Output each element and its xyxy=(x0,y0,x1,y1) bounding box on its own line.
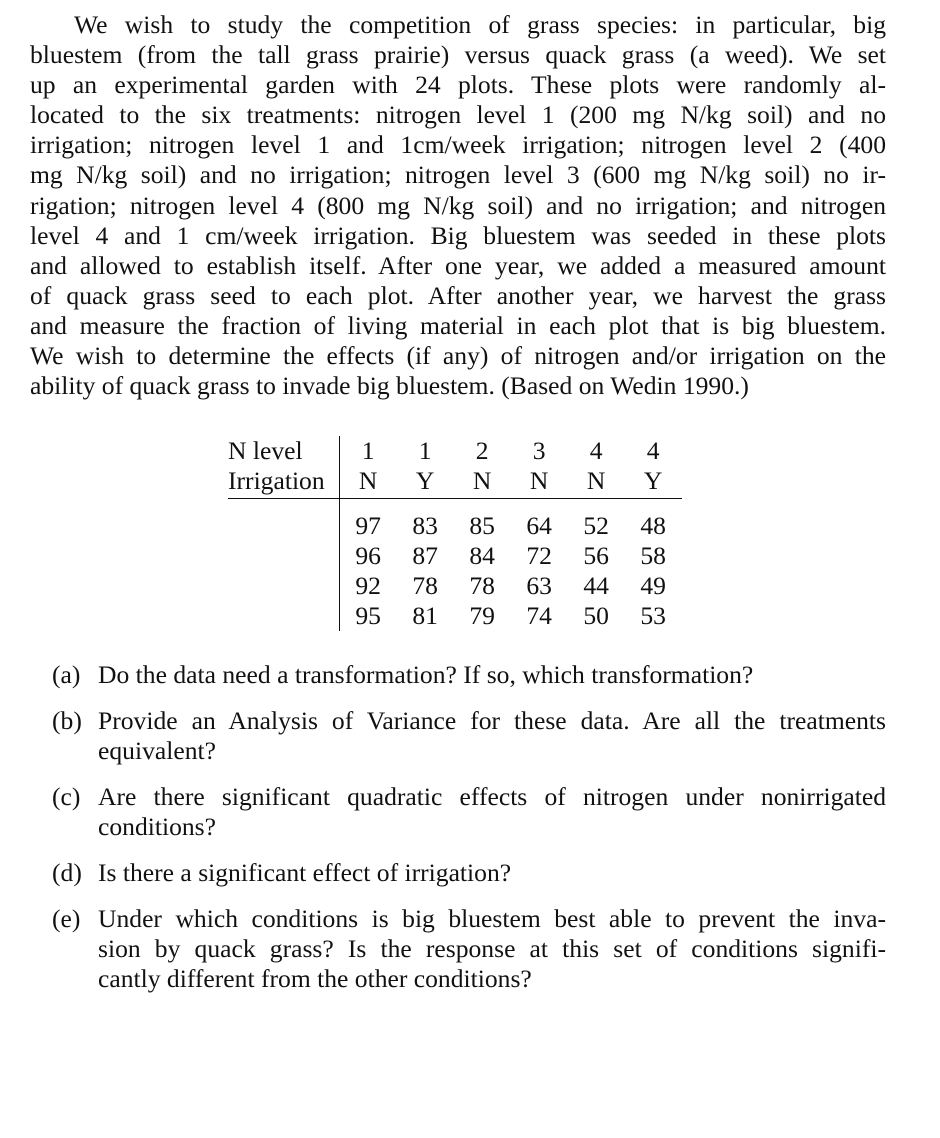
question-d xyxy=(52,858,886,888)
irrigation-cell: N xyxy=(568,466,625,499)
n-level-cell: 2 xyxy=(475,436,489,465)
question-label: (b) xyxy=(52,706,82,735)
row-label-empty xyxy=(228,571,339,601)
irrigation-cell: Y xyxy=(397,466,454,499)
n-level-cell: 3 xyxy=(532,436,546,465)
question-c xyxy=(52,782,886,842)
table-cell: 81 xyxy=(412,601,438,630)
table-cell: 52 xyxy=(583,511,609,540)
table-row xyxy=(228,601,682,631)
question-text xyxy=(98,858,886,888)
question-label: (c) xyxy=(52,782,81,811)
table-cell: 63 xyxy=(526,571,552,600)
table-cell: 95 xyxy=(355,601,381,630)
table-row xyxy=(228,541,682,571)
question-line: cantly different from the other conditions? xyxy=(98,964,532,993)
table-cell: 64 xyxy=(526,511,552,540)
irrigation-label: Irrigation xyxy=(228,466,339,499)
n-level-cell: 1 xyxy=(361,436,375,465)
statement-line: located to the six treatments: nitrogen level 1 (200 mg N/kg soil) and no xyxy=(30,100,886,130)
row-label-empty xyxy=(228,541,339,571)
irrigation-cell: N xyxy=(339,466,397,499)
statement-line: level 4 and 1 cm/week irrigation. Big bluestem was seeded in these plots xyxy=(30,220,886,250)
statement-line: bluestem (from the tall grass prairie) versus quack grass (a weed). We set xyxy=(30,40,886,70)
table-row xyxy=(228,499,682,542)
question-text xyxy=(98,706,886,766)
question-line: Do the data need a transformation? If so, which transformation? xyxy=(98,660,754,689)
question-line: conditions? xyxy=(98,812,216,841)
table-cell: 83 xyxy=(412,511,438,540)
question-e xyxy=(52,904,886,994)
table-cell: 79 xyxy=(469,601,495,630)
table-cell: 58 xyxy=(640,541,666,570)
problem-statement xyxy=(30,10,886,401)
treatment-data-table xyxy=(228,436,682,631)
table-cell: 84 xyxy=(469,541,495,570)
question-b xyxy=(52,706,886,766)
question-line: Under which conditions is big bluestem best able to prevent the inva- xyxy=(98,904,886,933)
statement-line: irrigation; nitrogen level 1 and 1cm/week irrigation; nitrogen level 2 (400 xyxy=(30,130,886,160)
n-level-header-row xyxy=(228,436,682,466)
statement-line: of quack grass seed to each plot. After another year, we harvest the grass xyxy=(30,280,886,310)
question-line: Provide an Analysis of Variance for these data. Are all the treatments xyxy=(98,706,886,735)
irrigation-header-row xyxy=(228,466,682,499)
question-a xyxy=(52,660,886,690)
row-label-empty xyxy=(228,499,339,542)
question-label: (e) xyxy=(52,904,81,933)
question-line: equivalent? xyxy=(98,736,216,765)
table-cell: 78 xyxy=(412,571,438,600)
statement-line: mg N/kg soil) and no irrigation; nitrogen level 3 (600 mg N/kg soil) no ir- xyxy=(30,160,886,190)
question-line: Are there significant quadratic effects of nitrogen under nonirrigated xyxy=(98,782,886,811)
question-line: Is there a significant effect of irrigation? xyxy=(98,858,512,887)
table-cell: 87 xyxy=(412,541,438,570)
table-cell: 78 xyxy=(469,571,495,600)
irrigation-cell: Y xyxy=(625,466,682,499)
statement-line: We wish to study the competition of grass species: in particular, big xyxy=(74,10,886,39)
table-cell: 74 xyxy=(526,601,552,630)
n-level-label: N level xyxy=(228,436,339,466)
question-label: (a) xyxy=(52,660,81,689)
problem-document xyxy=(30,10,886,401)
table-cell: 53 xyxy=(640,601,666,630)
table-cell: 48 xyxy=(640,511,666,540)
table-cell: 96 xyxy=(355,541,381,570)
table-cell: 92 xyxy=(355,571,381,600)
n-level-cell: 4 xyxy=(589,436,603,465)
question-text xyxy=(98,904,886,994)
n-level-cell: 1 xyxy=(418,436,432,465)
statement-line: up an experimental garden with 24 plots. These plots were randomly al- xyxy=(30,70,886,100)
table-row xyxy=(228,571,682,601)
statement-line: and measure the fraction of living material in each plot that is big bluestem. xyxy=(30,310,886,340)
question-list xyxy=(52,660,886,1010)
table-cell: 56 xyxy=(583,541,609,570)
n-level-cell: 4 xyxy=(646,436,660,465)
irrigation-cell: N xyxy=(454,466,511,499)
table-cell: 72 xyxy=(526,541,552,570)
table-cell: 44 xyxy=(583,571,609,600)
statement-line: We wish to determine the effects (if any) of nitrogen and/or irrigation on the xyxy=(30,341,886,371)
question-text xyxy=(98,660,886,690)
statement-line: rigation; nitrogen level 4 (800 mg N/kg soil) and no irrigation; and nitrogen xyxy=(30,190,886,220)
table-cell: 50 xyxy=(583,601,609,630)
statement-line: ability of quack grass to invade big bluestem. (Based on Wedin 1990.) xyxy=(30,371,749,401)
table-cell: 49 xyxy=(640,571,666,600)
table-cell: 97 xyxy=(355,511,381,540)
statement-line: and allowed to establish itself. After one year, we added a measured amount xyxy=(30,250,886,280)
irrigation-cell: N xyxy=(511,466,568,499)
table-cell: 85 xyxy=(469,511,495,540)
question-line: sion by quack grass? Is the response at this set of conditions signifi- xyxy=(98,934,886,963)
row-label-empty xyxy=(228,601,339,631)
question-label: (d) xyxy=(52,858,82,887)
question-text xyxy=(98,782,886,842)
